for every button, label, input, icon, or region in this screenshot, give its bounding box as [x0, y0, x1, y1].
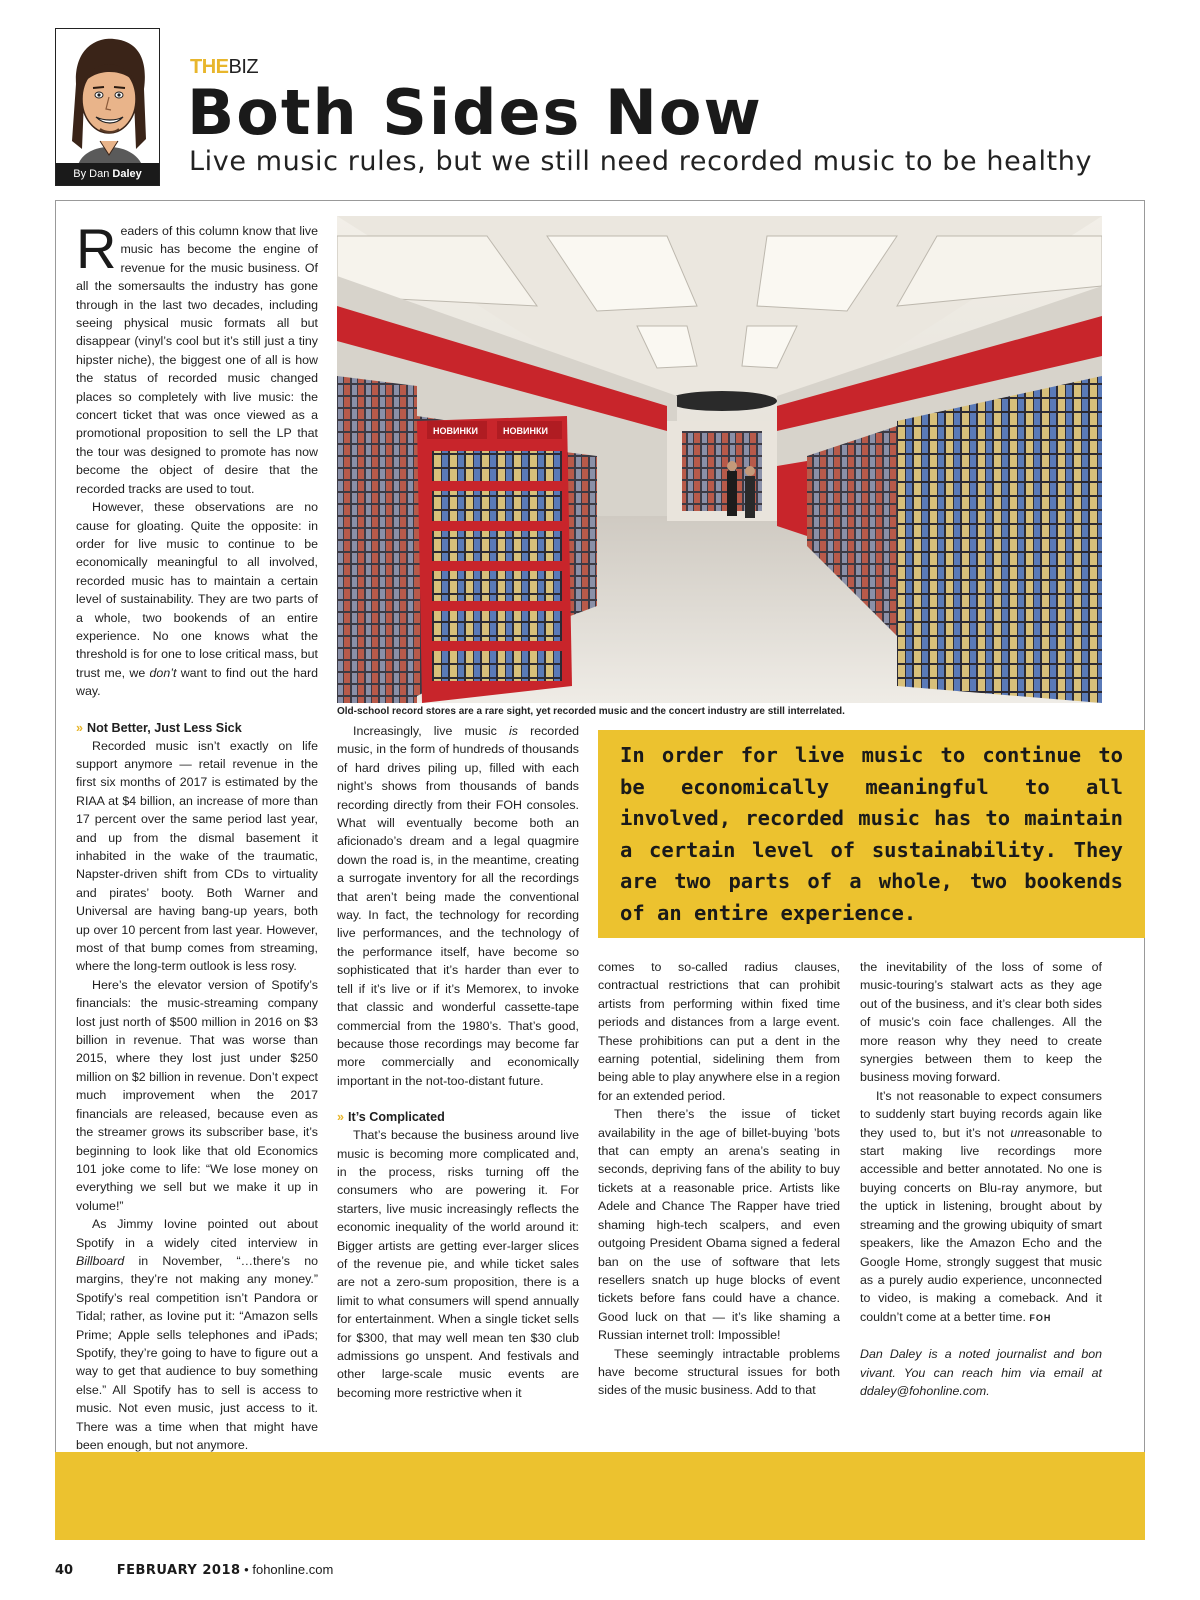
paragraph-8: comes to so-called radius clauses, contractual restrictions that can prohibit artists from performing within fixed time periods and distances from a large event. These prohibitions can put a dent in the earning potential, sidelining them from being able to play anywhere else in a region for an extended period.	[598, 960, 840, 1103]
record-store-illustration	[337, 216, 1102, 703]
author-bio: Dan Daley is a noted journalist and bon vivant. You can reach him via email at ddaley@fohonline.com.	[860, 1347, 1102, 1398]
paragraph-5	[76, 1215, 318, 1454]
paragraph-3: Recorded music isn’t exactly on life support anymore — retail revenue in the first six months of 2017 is estimated by the RIAA at $4 billion, an increase of more than 17 percent over the same period last year, and up from the dismal basement it inhabited in the wake of the traumatic, Napster-driven shift from CDs to virtuality and pirates’ booty. Both Warner and Universal are having bang-up years, both up over 10 percent from last year. However, most of that bump comes from streaming, where the long-term outlook is less rosy.	[76, 738, 318, 974]
paragraph-intro-text: eaders of this column know that live music has become the engine of revenue for the music business. Of all the somersaults the industry has gone through in the last two decades, including seeing physical music formats all but disappear (vinyl’s cool but it’s still just a tiny hipster niche), the biggest one of all is how the status of recorded music changed places so completely with live music: the concert ticket that was once viewed as a promotional proposition to sell the LP that the tour was designed to promote has now become the object of desire that the recorded tracks are used to tout.	[76, 224, 318, 496]
paragraph-12-em: un	[1010, 1125, 1025, 1140]
paragraph-5-em: Billboard	[76, 1253, 125, 1268]
footer-separator: •	[244, 1562, 249, 1577]
article-headline: Both Sides Now	[187, 76, 763, 149]
author-byline	[56, 163, 159, 185]
article-header	[55, 18, 1145, 188]
paragraph-7: That’s because the business around live music is becoming more complicated and, in the process, risks turning off the consumers who are powering it. For starters, live music increasingly reflects the economic inequality of the world around it: Bigger artists are getting ever-larger slices of the revenue pie, and while ticket sales are not a zero-sum proposition, there is a limit to what consumers will spend annually for entertainment. When a single ticket sells for $300, that may well mean ten $30 club admissions go unspent. And festivals and other large-scale music events are becoming more restrictive when it	[337, 1128, 579, 1400]
article-column-1	[76, 217, 319, 1454]
bottom-color-band	[55, 1452, 1145, 1540]
paragraph-intro	[76, 217, 318, 498]
paragraph-2-a: However, these observations are no cause for gloating. Quite the opposite: in order for live music to continue to be economically meaningful to all involved, recorded music has to maintain a certain level of sustainability. They are two parts of a whole, two bookends of an entire experience. No one knows what the threshold is for one to lose critical mass, but trust me, we	[76, 500, 318, 680]
paragraph-10: These seemingly intractable problems have become structural issues for both sides of the music business. Add to that	[598, 1346, 840, 1398]
footer-site-link[interactable]: fohonline.com	[252, 1562, 334, 1577]
page-number: 40	[55, 1563, 74, 1578]
author-portrait	[55, 28, 160, 186]
paragraph-6	[337, 722, 579, 1090]
paragraph-5-b: in November, “…there’s no margins, they’re not making any money.” Spotify’s real competition isn’t Pandora or Tidal; rather, as Iovine put it: “Amazon sells Prime; Apple sells telephones and iPads; Spotify, they’re going to have to figure out a way to get that audience to buy something else.” All Spotify has to sell is access to music. Not even music, just access to it. There was a time when that might have been enough, but not anymore.	[76, 1253, 318, 1452]
paragraph-5-a: As Jimmy Iovine pointed out about Spotify in a widely cited interview in	[76, 1217, 318, 1250]
kicker-the: THE	[190, 56, 229, 78]
subhead-complicated-text: It’s Complicated	[348, 1110, 445, 1125]
byline-prefix: By Dan	[73, 168, 110, 180]
byline-name: Daley	[112, 168, 142, 180]
paragraph-6-a: Increasingly, live music	[353, 724, 509, 738]
sign-new-arrivals-2: НОВИНКИ	[503, 426, 548, 436]
kicker-biz: BIZ	[228, 56, 259, 78]
paragraph-2	[76, 498, 318, 700]
subhead-not-better-text: Not Better, Just Less Sick	[87, 720, 242, 735]
chevron-icon: »	[337, 1110, 345, 1125]
subhead-complicated	[337, 1108, 579, 1126]
sign-new-arrivals-1: НОВИНКИ	[433, 426, 478, 436]
paragraph-12	[860, 1087, 1102, 1327]
paragraph-2-em: don’t	[149, 665, 177, 680]
foh-end-mark: FOH	[1029, 1312, 1052, 1323]
pull-quote	[598, 730, 1145, 938]
paragraph-6-em: is	[509, 724, 518, 738]
paragraph-6-b: recorded music, in the form of hundreds of thousands of hard drives piling up, filled with each night’s shows from thousands of bands recording directly from their FOH consoles. What will eventually become both an aficionado’s dream and a legal quagmire down the road is, in the meantime, creating a surrogate inventory for all the recordings that aren’t being made the conventional way. In fact, the technology for recording live performances, and the technology of the performance itself, have become so sophisticated that it’s harder than ever to tell if it’s live or if it’s Memorex, to invoke that classic and wonderful cassette-tape commercial from the 1980’s. That’s good, because those recordings may become far more commercially and economically important in the not-too-distant future.	[337, 724, 579, 1088]
paragraph-11: the inevitability of the loss of some of music-touring’s stalwart acts as they age out of the business, and it’s clear both sides of music’s coin face challenges. All the more reason why they need to create synergies between them to keep the business moving forward.	[860, 960, 1102, 1085]
subhead-not-better	[76, 719, 318, 737]
article-column-2	[337, 722, 579, 1402]
article-subhead: Live music rules, but we still need recorded music to be healthy	[189, 146, 1093, 177]
paragraph-2-b: want to find out the hard way.	[76, 665, 319, 699]
issue-date: FEBRUARY 2018	[116, 1563, 241, 1578]
chevron-icon: »	[76, 720, 84, 735]
paragraph-12-a: It’s not reasonable to expect consumers to suddenly start buying records again like they used to, but it’s not	[860, 1088, 1102, 1140]
drop-cap: R	[76, 217, 117, 280]
paragraph-12-b: reasonable to start making live recordings more accessible and better annotated. No one is buying concerts on Blu-ray anymore, but the uptick in listening, brought about by streaming and the growing ubiquity of smart speakers, like the Amazon Echo and the Google Home, strongly suggest that music as a purely audio experience, unconnected to video, is making a comeback. And it couldn’t come at a better time.	[860, 1125, 1102, 1324]
article-column-3	[598, 958, 840, 1400]
record-store-photo	[337, 216, 1102, 703]
page-footer	[55, 1562, 333, 1578]
photo-caption: Old-school record stores are a rare sight, yet recorded music and the concert industry are still interrelated.	[337, 706, 845, 717]
paragraph-4: Here’s the elevator version of Spotify’s financials: the music-streaming company lost just north of $500 million in 2016 on $3 billion in revenue. That was worse than 2015, where they lost just under $250 million on $2 billion in revenue. Don’t expect much improvement when the 2017 financials are released, because even as the streamer grows its subscriber base, it’s beginning to look like that old Economics 101 joke come to life: “We lose money on everything we sell but we make it up in volume!”	[76, 977, 318, 1213]
paragraph-9: Then there’s the issue of ticket availability in the age of billet-buying ’bots that can empty an arena’s seating in seconds, depriving fans of the ability to buy tickets at a reasonable price. Artists like Adele and Chance The Rapper have tried shaming high-tech scalpers, and even outgoing President Obama signed a federal ban on the use of software that lets resellers snatch up huge blocks of event tickets before fans could have a chance. Good luck on that — it’s like shaming a Russian internet troll: Impossible!	[598, 1107, 840, 1343]
article-column-4	[860, 958, 1102, 1400]
pull-quote-text: In order for live music to continue to be economically meaningful to all involved, recorded music has to maintain a certain level of sustainability. They are two parts of a whole, two bookends of an entire experience.	[620, 743, 1123, 925]
